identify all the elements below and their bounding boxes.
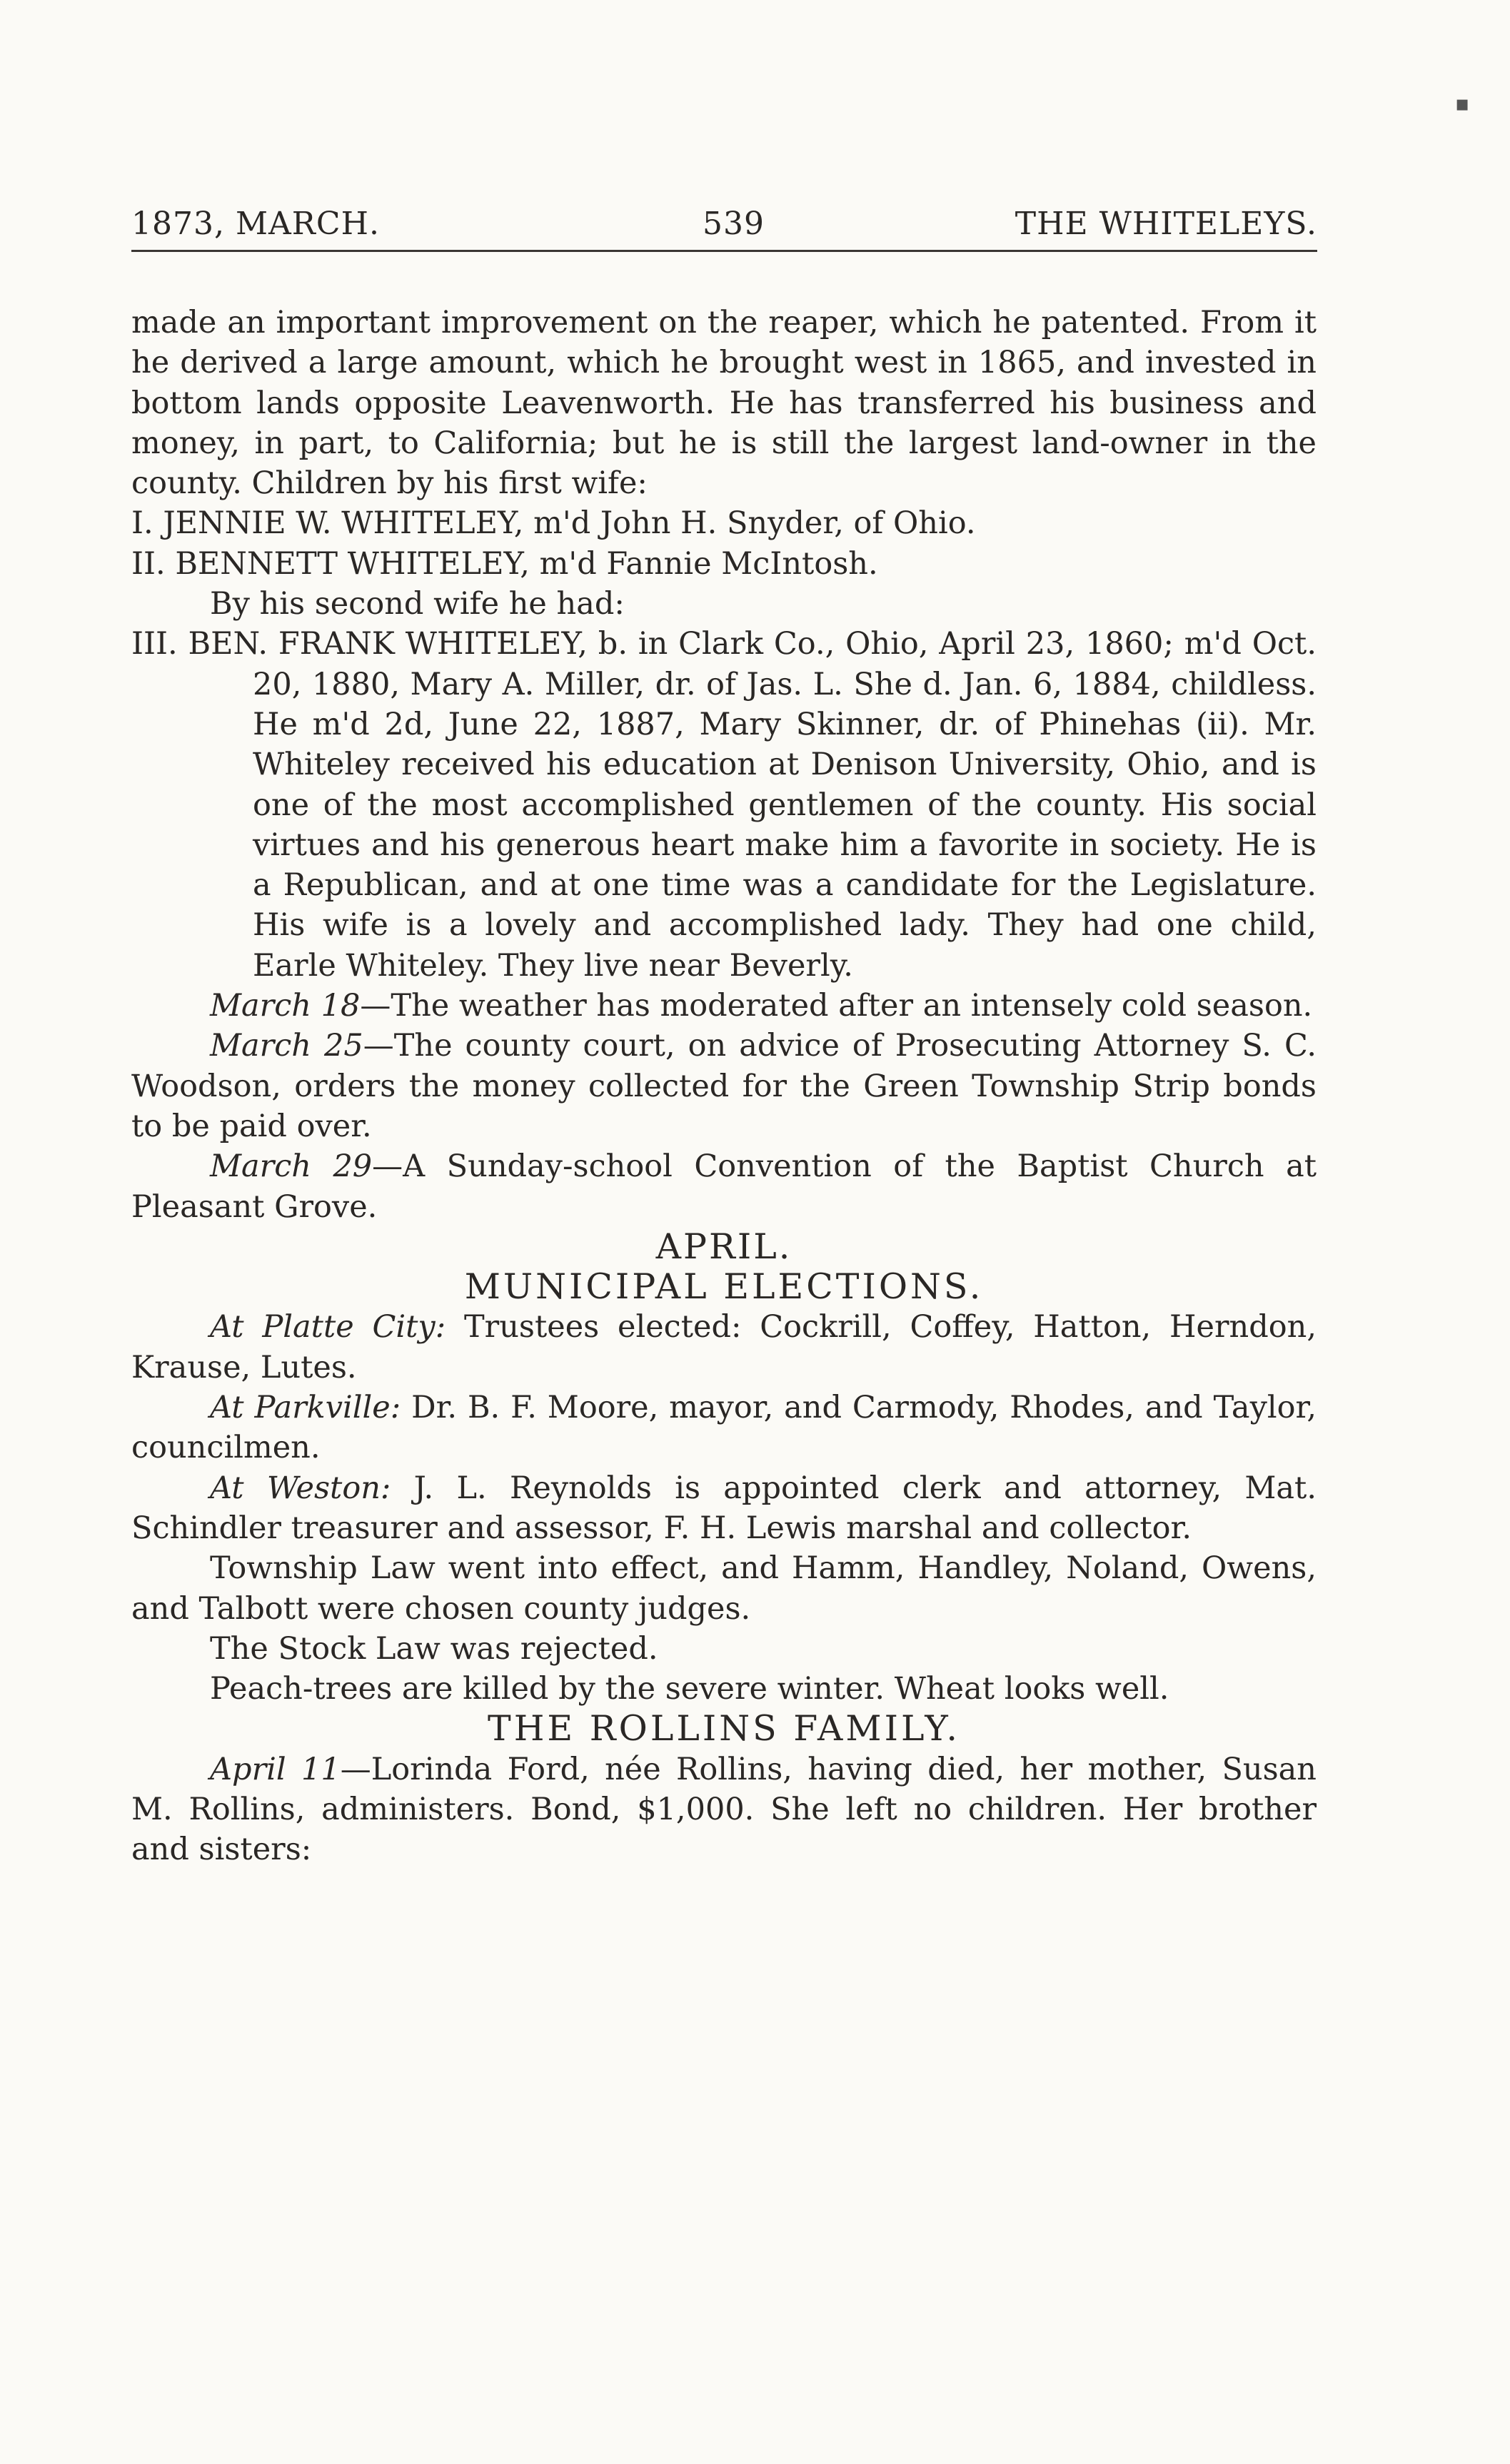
paragraph-peach-trees: Peach-trees are killed by the severe winter. Wheat looks well. [210, 1671, 1169, 1707]
entry-date: March 29 [210, 1148, 373, 1185]
heading-municipal-elections: MUNICIPAL ELECTIONS. [464, 1266, 984, 1308]
election-text: J. L. Reynolds is appointed clerk and attorney, Mat. Schindler treasurer and assessor, F. H. Lewis marshal and collector. [131, 1470, 1317, 1546]
child-entry-1 [131, 503, 1317, 543]
paragraph-township-law: Township Law went into effect, and Hamm, Handley, Noland, Owens, and Talbott were chosen county judges. [131, 1550, 1317, 1627]
entry-date: March 18 [210, 988, 361, 1024]
entry-text: —Lorinda Ford, née Rollins, having died, her mother, Susan M. Rollins, administers. Bond, $1,000. She left no children. Her brother and sisters: [131, 1751, 1317, 1868]
paragraph-reaper: made an important improvement on the reaper, which he patented. From it he derived a large amount, which he brought west in 1865, and invested in bottom lands opposite Leavenworth. He has transferred his business and money, in part, to California; but he is still the largest land-owner in the county. Children by his first wife: [131, 305, 1317, 502]
election-weston [131, 1468, 1317, 1549]
town-label: At Weston: [210, 1470, 391, 1506]
entry-text: —A Sunday-school Convention of the Baptist Church at Pleasant Grove. [131, 1148, 1317, 1225]
margin-mark: ▪ [1455, 91, 1470, 116]
child-text: JENNIE W. WHITELEY, m'd John H. Snyder, of Ohio. [163, 505, 976, 542]
child-text: BENNETT WHITELEY, m'd Fannie McIntosh. [175, 545, 878, 582]
entry-text: —The county court, on advice of Prosecuting Attorney S. C. Woodson, orders the money collected for the Green Township Strip bonds to be paid over. [131, 1028, 1317, 1144]
election-parkville [131, 1388, 1317, 1468]
heading-april: APRIL. [655, 1226, 792, 1267]
second-wife-line: By his second wife he had: [210, 586, 625, 622]
header-rule [131, 250, 1317, 252]
paragraph-stock-law: The Stock Law was rejected. [210, 1630, 658, 1667]
child-numeral: II. [131, 545, 166, 582]
entry-april-11 [131, 1749, 1317, 1870]
entry-march-18 [131, 986, 1317, 1026]
entry-text: —The weather has moderated after an intensely cold season. [360, 988, 1313, 1024]
entry-date: April 11 [210, 1751, 341, 1787]
town-label: At Platte City: [210, 1309, 446, 1345]
child-entry-3 [131, 624, 1317, 986]
child-numeral: I. [131, 505, 153, 542]
child-text: BEN. FRANK WHITELEY, b. in Clark Co., Ohio, April 23, 1860; m'd Oct. 20, 1880, Mary A. Miller, dr. of Jas. L. She d. Jan. 6, 1884, childless. He m'd 2d, June 22, 1887, Mary Skinner, dr. of Phinehas (ii). Mr. Whiteley received his education at Denison University, Ohio, and is one of the most accomplished gentlemen of the county. His social virtues and his generous heart make him a favorite in society. He is a Republican, and at one time was a candidate for the Legislature. His wife is a lovely and accomplished lady. They had one child, Earle Whiteley. They live near Beverly. [188, 626, 1317, 984]
heading-rollins-family: THE ROLLINS FAMILY. [488, 1708, 960, 1749]
header-chapter-title: THE WHITELEYS. [1015, 206, 1317, 242]
election-text: Trustees elected: Cockrill, Coffey, Hatton, Herndon, Krause, Lutes. [131, 1309, 1317, 1385]
election-text: Dr. B. F. Moore, mayor, and Carmody, Rhodes, and Taylor, councilmen. [131, 1390, 1317, 1466]
child-numeral: III. [131, 626, 178, 662]
page-number: 539 [703, 206, 765, 242]
child-entry-2 [131, 544, 1317, 584]
header-year-month: 1873, MARCH. [131, 206, 380, 242]
election-platte-city [131, 1307, 1317, 1388]
entry-date: March 25 [210, 1028, 363, 1064]
page-body [131, 303, 1317, 1870]
entry-march-25 [131, 1026, 1317, 1146]
entry-march-29 [131, 1146, 1317, 1227]
town-label: At Parkville: [210, 1390, 401, 1426]
